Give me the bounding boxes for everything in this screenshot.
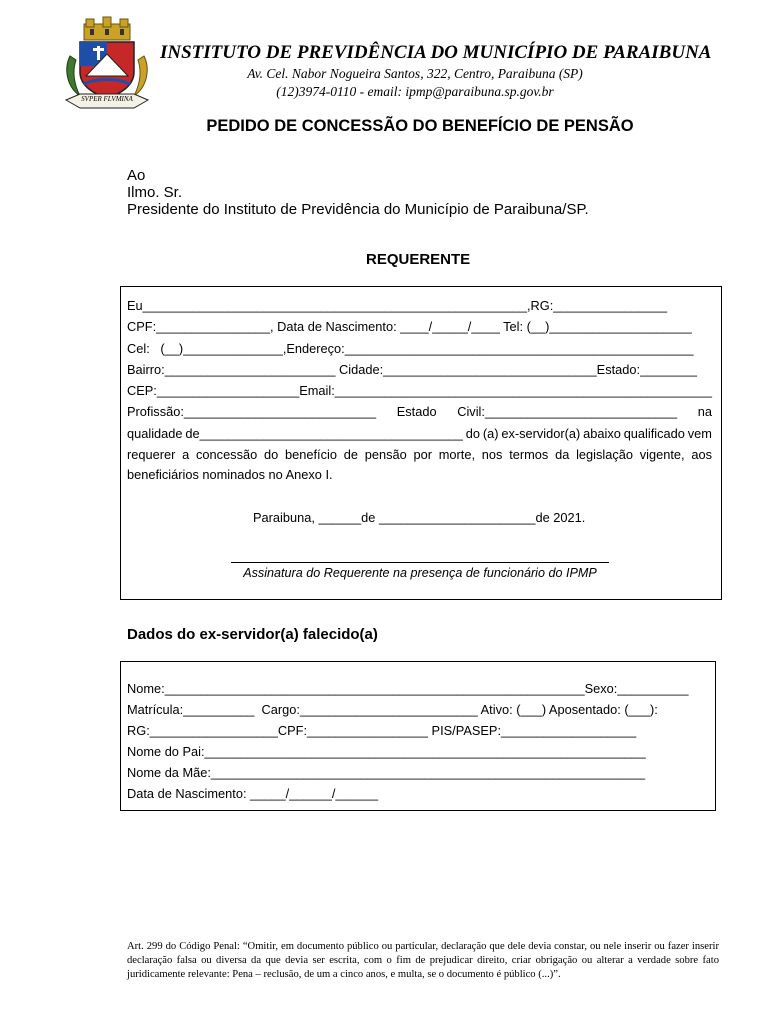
document-title: PEDIDO DE CONCESSÃO DO BENEFÍCIO DE PENSÃO	[206, 117, 634, 135]
word-qualidade: qualidade	[127, 426, 183, 441]
institution-name: INSTITUTO DE PREVIDÊNCIA DO MUNICÍPIO DE PARAIBUNA	[160, 42, 712, 63]
civil-status-word: Estado	[396, 404, 437, 419]
falecido-heading: Dados do ex-servidor(a) falecido(a)	[127, 626, 378, 643]
requerente-request-text-end: beneficiários nominados no Anexo I.	[127, 467, 333, 482]
word-vem: vem	[687, 426, 712, 441]
word-abaixo: abaixo	[583, 426, 621, 441]
place-and-date: Paraibuna, ______de ______________________de 2021.	[253, 510, 586, 525]
falecido-registration-role-line: Matrícula:__________ Cargo:_________________________ Ativo: (___) Aposentado: (___):	[127, 702, 658, 717]
word-ex-servidor: ex-servidor(a)	[501, 426, 581, 441]
addressee-line-2: Ilmo. Sr.	[127, 184, 183, 201]
institution-address: Av. Cel. Nabor Nogueira Santos, 322, Centro, Paraibuna (SP)	[247, 66, 583, 81]
falecido-name-sex-line: Nome:___________________________________________________________Sexo:__________	[127, 681, 689, 696]
logo-motto: SVPER FLVMINA	[81, 95, 133, 103]
addressee-line-3: Presidente do Instituto de Previdência do Município de Paraibuna/SP.	[127, 201, 589, 218]
falecido-mother-name-line: Nome da Mãe:_____________________________________________________________	[127, 765, 646, 780]
profession-field: Profissão:___________________________	[127, 404, 377, 419]
word-qualificado: qualificado	[623, 426, 685, 441]
institution-contact: (12)3974-0110 - email: ipmp@paraibuna.sp.gov.br	[276, 84, 554, 99]
civil-status-field: Civil:___________________________	[457, 404, 678, 419]
requerente-relationship-line	[127, 426, 712, 442]
word-na: na	[697, 404, 712, 419]
word-a: (a)	[482, 426, 499, 441]
word-do: do	[465, 426, 481, 441]
falecido-birth-date-line: Data de Nascimento: _____/______/______	[127, 786, 379, 801]
relationship-field: de_____________________________________	[185, 426, 463, 441]
requerente-cep-email-line: CEP:____________________Email:_____________________________________________________	[127, 383, 712, 398]
addressee-line-1: Ao	[127, 167, 146, 184]
penal-code-footnote: Art. 299 do Código Penal: “Omitir, em documento público ou particular, declaração que dele devia constar, ou nele inserir ou fazer inserir declaração falsa ou diversa da que devia ser escrita, com o fim de prejudicar direito, criar obrigação ou alterar a verdade sobre fato juridicamente relevante: Pena – reclusão, de um a cinco anos, e multa, se o documento é público (...)”.	[127, 941, 719, 980]
requerente-name-rg-line: Eu______________________________________________________,RG:________________	[127, 298, 668, 313]
requerente-district-city-state-line: Bairro:________________________ Cidade:______________________________Estado:________	[127, 362, 698, 377]
signature-label: Assinatura do Requerente na presença de funcionário do IPMP	[243, 566, 597, 580]
requerente-heading: REQUERENTE	[366, 251, 471, 268]
requerente-profession-civil-status-line	[127, 404, 712, 420]
requerente-cell-address-line: Cel: (__)______________,Endereço:_________________________________________________	[127, 341, 694, 356]
signature-line	[231, 562, 609, 563]
coat-of-arms-logo	[62, 16, 152, 112]
falecido-father-name-line: Nome do Pai:______________________________________________________________	[127, 744, 646, 759]
requerente-cpf-birth-phone-line: CPF:________________, Data de Nascimento: ____/_____/____ Tel: (__)____________________	[127, 319, 692, 334]
requerente-request-text: requerer a concessão do benefício de pensão por morte, nos termos da legislação vigente, aos	[127, 447, 712, 462]
falecido-rg-cpf-pis-line: RG:__________________CPF:_________________ PIS/PASEP:___________________	[127, 723, 637, 738]
